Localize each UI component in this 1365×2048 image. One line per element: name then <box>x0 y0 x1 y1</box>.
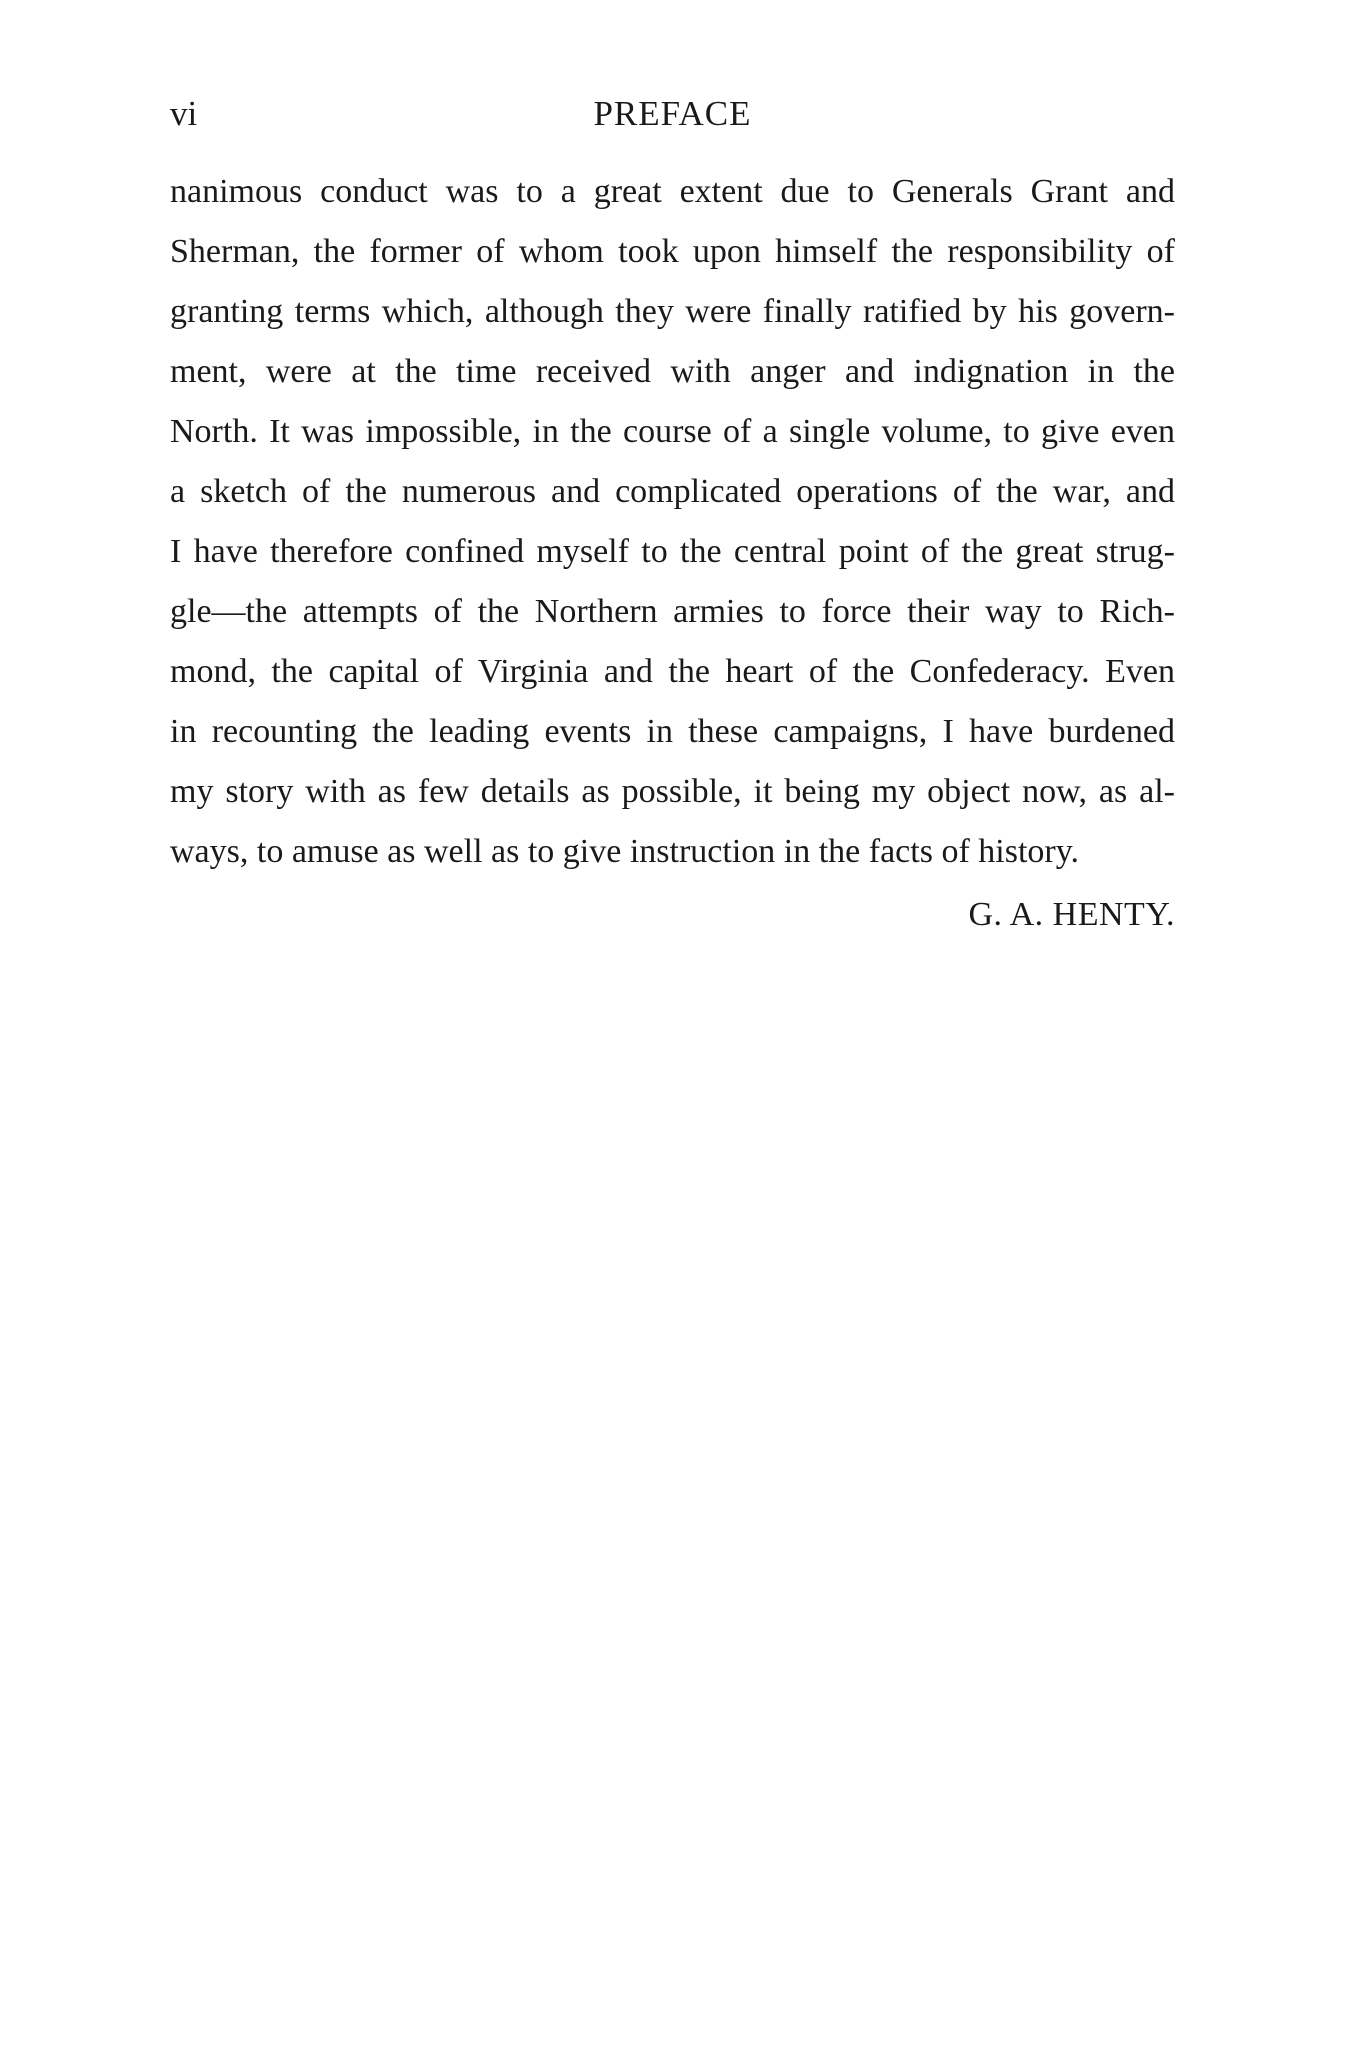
text-line: a sketch of the numerous and complicated operations of the war, and <box>170 473 1175 510</box>
text-line: Sherman, the former of whom took upon himself the responsibility of <box>170 233 1175 270</box>
text-line: mond, the capital of Virginia and the heart of the Confederacy. Even <box>170 653 1175 690</box>
text-line: granting terms which, although they were finally ratified by his govern- <box>170 293 1175 330</box>
text-line: in recounting the leading events in these campaigns, I have burdened <box>170 713 1175 750</box>
page-number: vi <box>170 94 198 133</box>
running-head <box>170 92 1175 136</box>
author-signature: G. A. HENTY. <box>968 896 1175 933</box>
text-line: gle—the attempts of the Northern armies to force their way to Rich- <box>170 593 1175 630</box>
running-title: PREFACE <box>593 94 752 133</box>
preface-paragraph <box>170 162 1175 882</box>
text-line: I have therefore confined myself to the central point of the great strug- <box>170 533 1175 570</box>
text-line: North. It was impossible, in the course of a single volume, to give even <box>170 413 1175 450</box>
text-line: my story with as few details as possible, it being my object now, as al- <box>170 773 1175 810</box>
text-line: ways, to amuse as well as to give instruction in the facts of history. <box>170 833 1080 870</box>
text-line: ment, were at the time received with anger and indignation in the <box>170 353 1175 390</box>
text-line: nanimous conduct was to a great extent due to Generals Grant and <box>170 173 1175 210</box>
